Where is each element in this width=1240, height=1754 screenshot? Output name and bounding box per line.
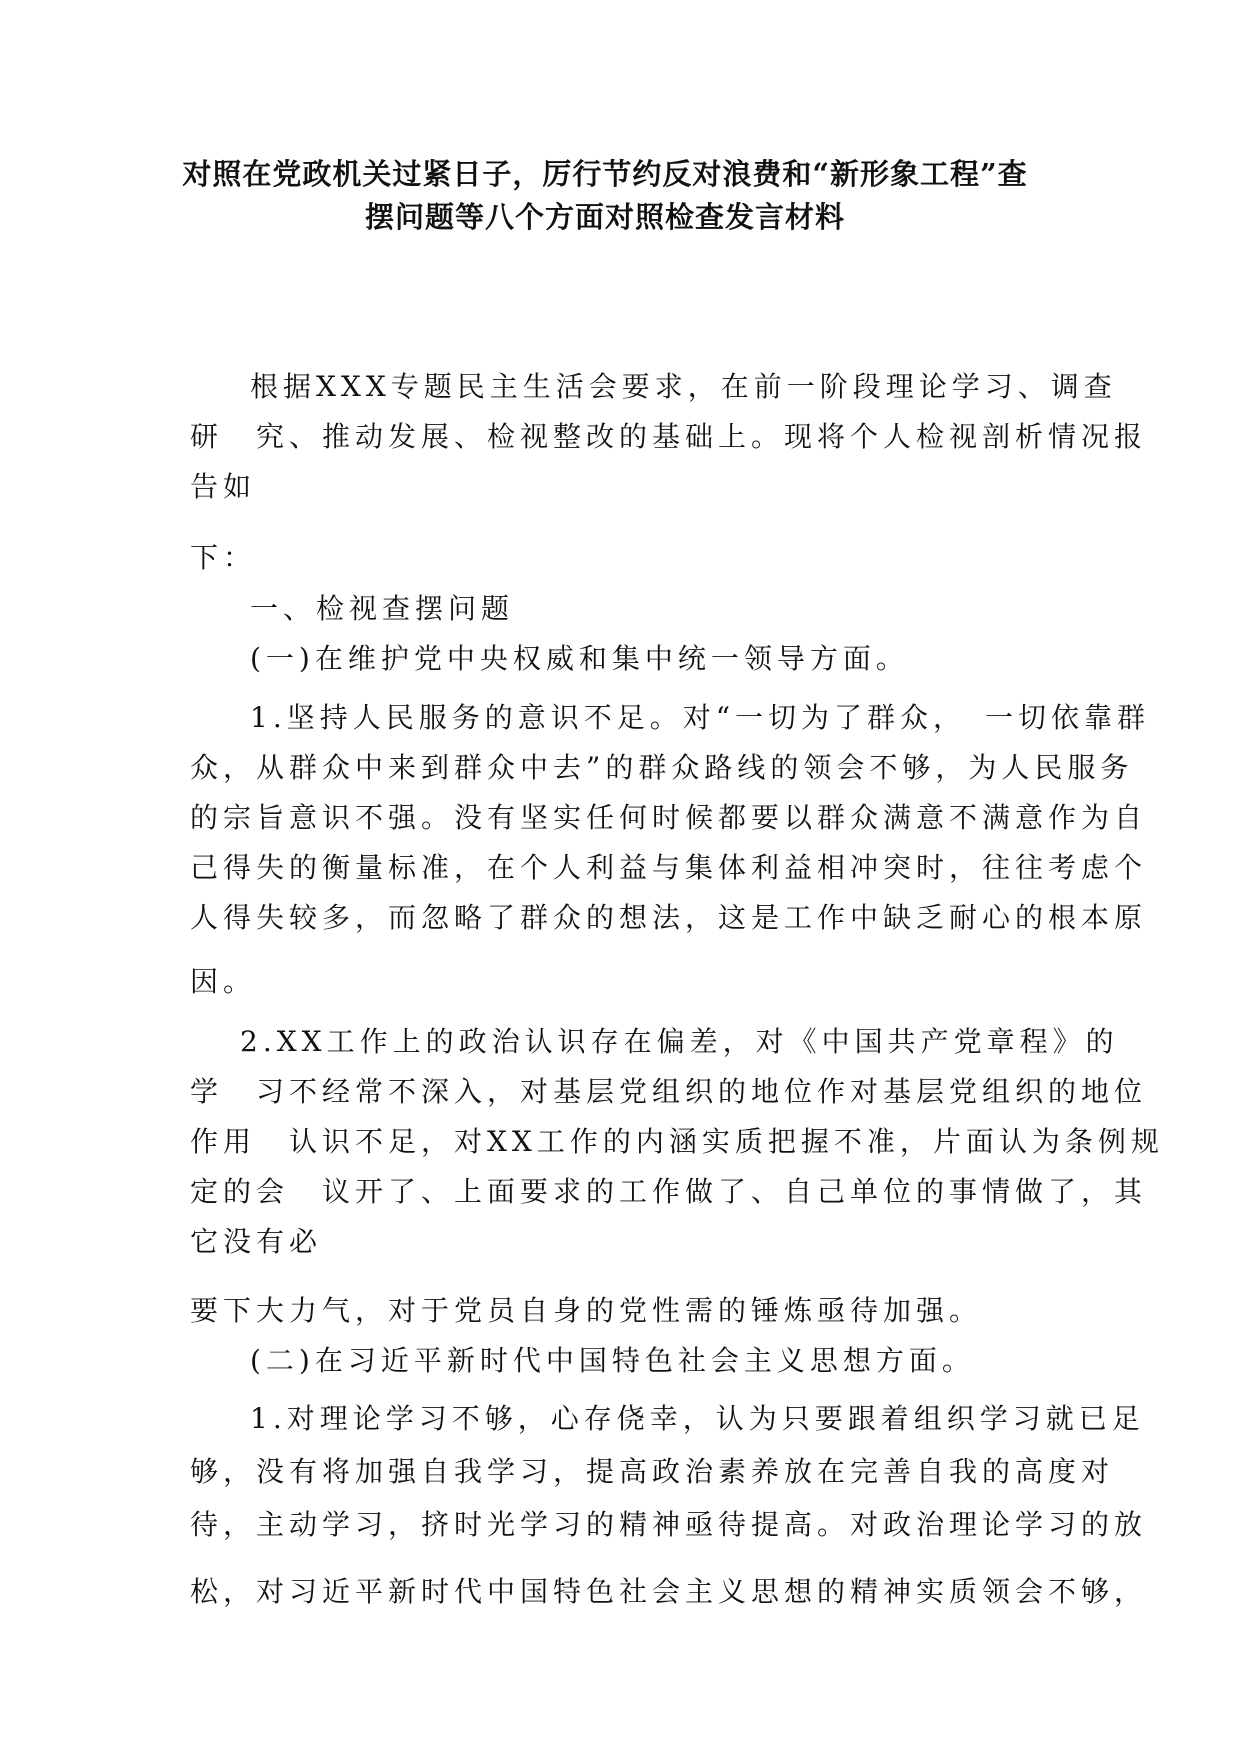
paragraph-line: 要下大力气，对于党员自身的党性需的锤炼亟待加强。 bbox=[190, 1294, 983, 1327]
paragraph-line: 定的会 议开了、上面要求的工作做了、自己单位的事情做了，其 bbox=[190, 1175, 1148, 1208]
paragraph-line: 众，从群众中来到群众中去”的群众路线的领会不够，为人民服务 bbox=[190, 751, 1134, 784]
paragraph-line: 下： bbox=[190, 541, 257, 574]
paragraph-line: 2.XX工作上的政治认识存在偏差，对《中国共产党章程》的 bbox=[240, 1025, 1119, 1058]
paragraph-line: 告如 bbox=[190, 470, 257, 503]
paragraph-line: 因。 bbox=[190, 965, 257, 998]
paragraph-line: 作用 认识不足，对XX工作的内涵实质把握不准，片面认为条例规 bbox=[190, 1125, 1164, 1158]
paragraph-line: 够，没有将加强自我学习，提高政治素养放在完善自我的高度对 bbox=[190, 1455, 1115, 1488]
paragraph-line: 待，主动学习，挤时光学习的精神亟待提高。对政治理论学习的放 bbox=[190, 1508, 1148, 1541]
paragraph-line: 的宗旨意识不强。没有坚实任何时候都要以群众满意不满意作为自 bbox=[190, 801, 1148, 834]
document-title-line-2: 摆问题等八个方面对照检查发言材料 bbox=[364, 200, 845, 234]
paragraph-line: 松，对习近平新时代中国特色社会主义思想的精神实质领会不够， bbox=[190, 1575, 1148, 1608]
subsection-heading: (一)在维护党中央权威和集中统一领导方面。 bbox=[250, 642, 909, 675]
paragraph-line: 己得失的衡量标准，在个人利益与集体利益相冲突时，往往考虑个 bbox=[190, 851, 1148, 884]
document-title-line-1: 对照在党政机关过紧日子，厉行节约反对浪费和“新形象工程”查 bbox=[182, 157, 1028, 191]
subsection-heading: (二)在习近平新时代中国特色社会主义思想方面。 bbox=[250, 1344, 975, 1377]
paragraph-line: 1.对理论学习不够，心存侥幸，认为只要跟着组织学习就已足 bbox=[250, 1402, 1145, 1435]
paragraph-line: 根据XXX专题民主生活会要求，在前一阶段理论学习、调查 bbox=[250, 370, 1117, 403]
section-heading: 一、检视查摆问题 bbox=[250, 592, 515, 625]
paragraph-line: 研 究、推动发展、检视整改的基础上。现将个人检视剖析情况报 bbox=[190, 420, 1148, 453]
paragraph-line: 人得失较多，而忽略了群众的想法，这是工作中缺乏耐心的根本原 bbox=[190, 901, 1148, 934]
paragraph-line: 它没有必 bbox=[190, 1225, 323, 1258]
paragraph-line: 1.坚持人民服务的意识不足。对“一切为了群众， 一切依靠群 bbox=[250, 701, 1151, 734]
paragraph-line: 学 习不经常不深入，对基层党组织的地位作对基层党组织的地位 bbox=[190, 1075, 1148, 1108]
